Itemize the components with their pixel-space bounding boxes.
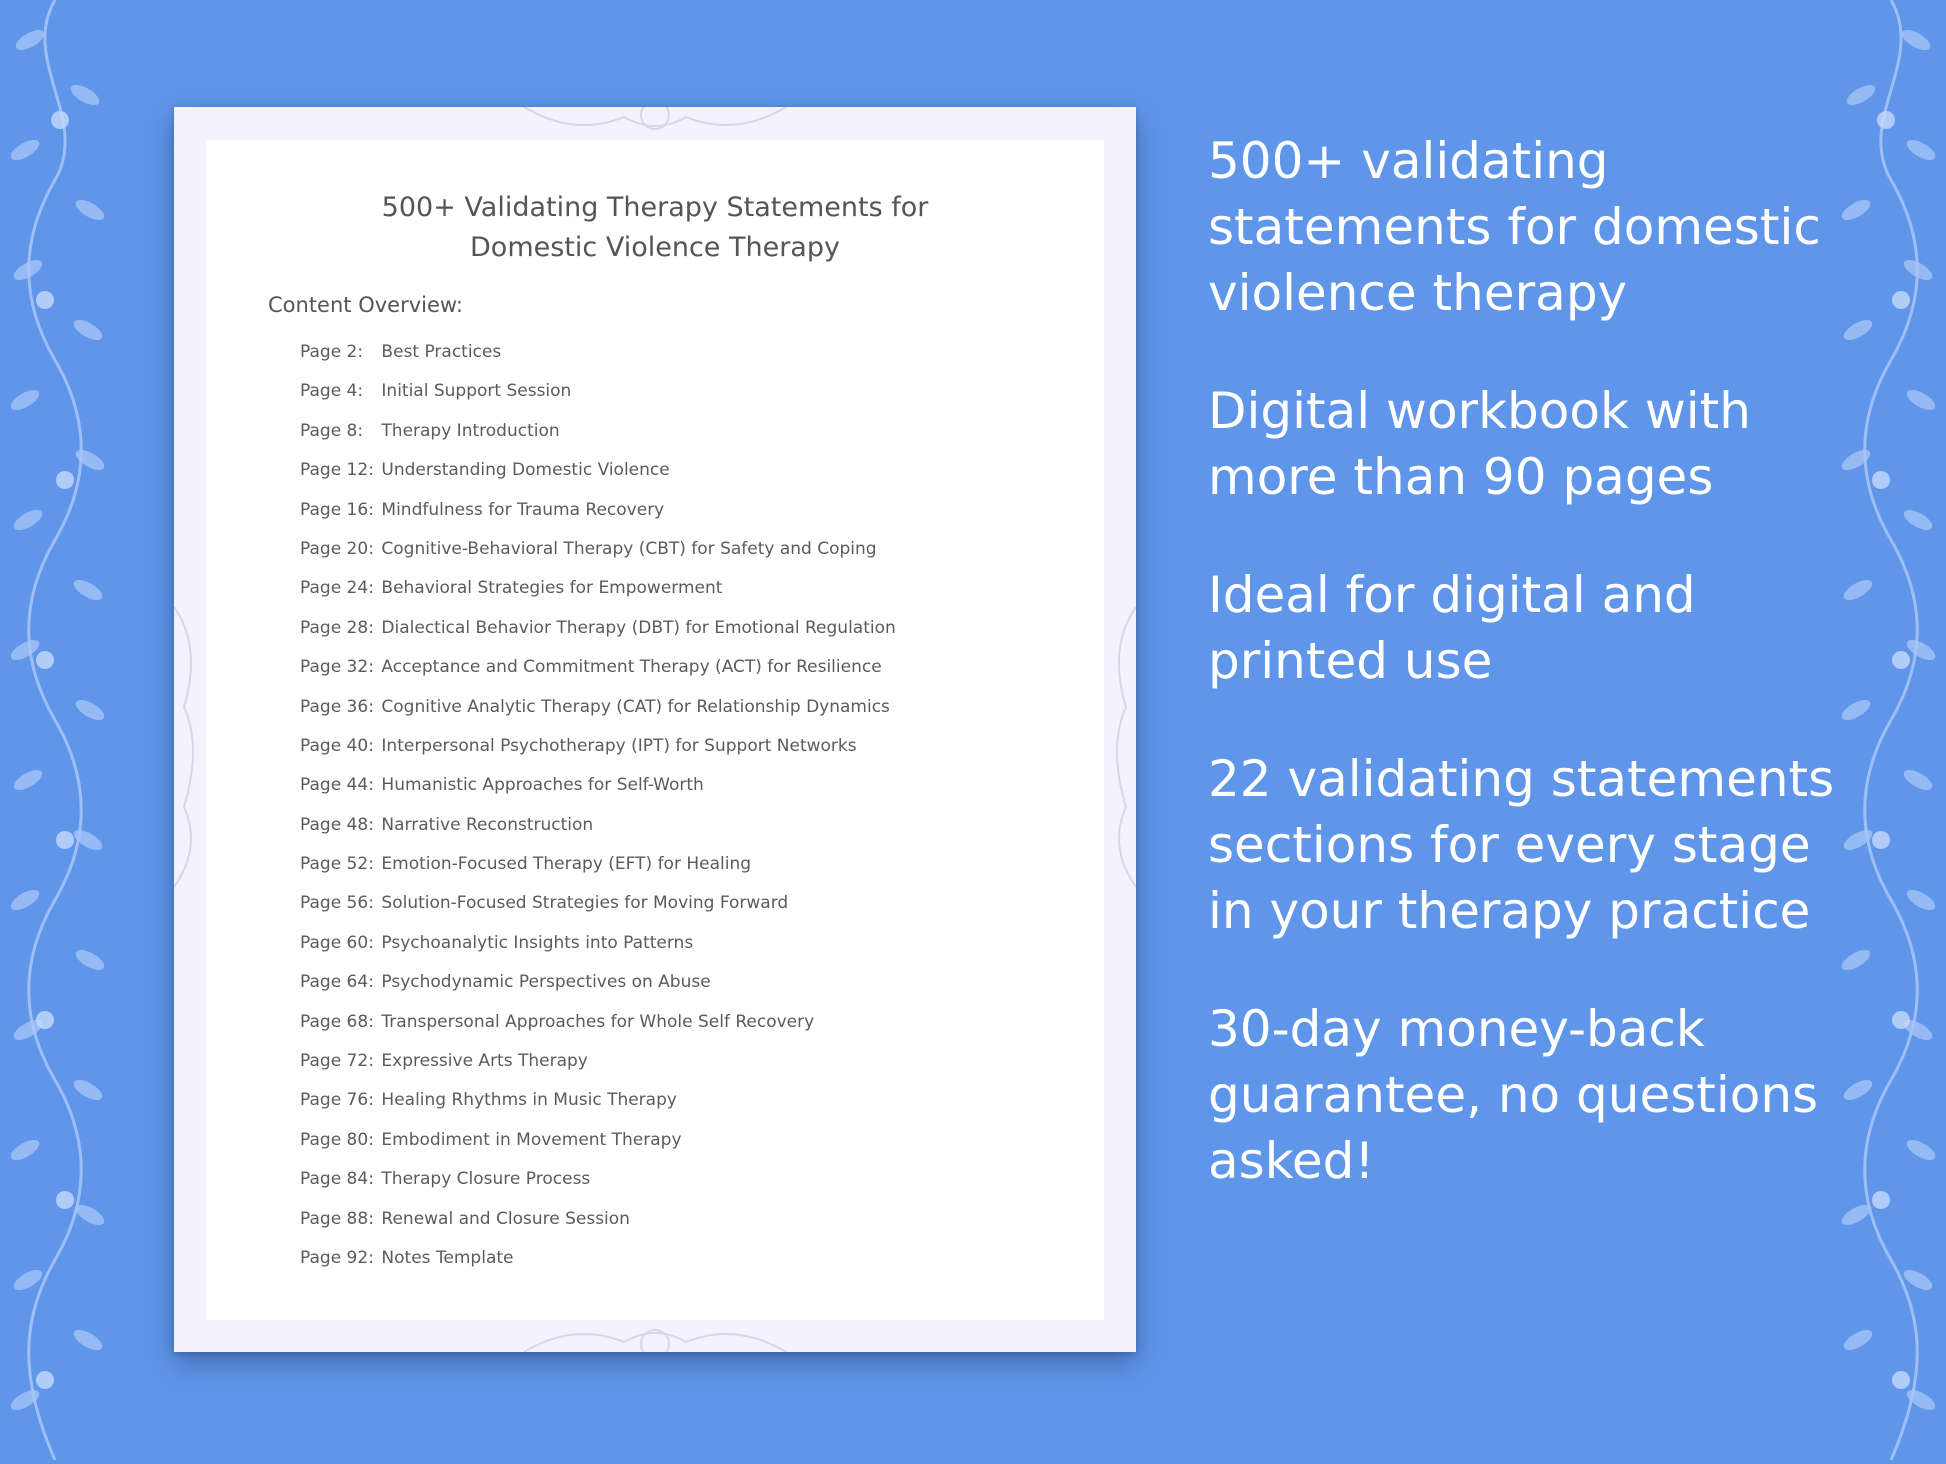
toc-page: Page 80: xyxy=(300,1129,374,1150)
table-of-contents xyxy=(300,333,896,1278)
toc-item xyxy=(300,451,896,490)
toc-title: Behavioral Strategies for Empowerment xyxy=(381,578,723,599)
toc-page: Page 32: xyxy=(300,657,374,678)
document-title-line: Domestic Violence Therapy xyxy=(470,232,840,263)
toc-page: Page 92: xyxy=(300,1247,374,1268)
toc-item xyxy=(300,530,896,569)
toc-page: Page 20: xyxy=(300,538,374,559)
toc-page: Page 44: xyxy=(300,775,374,796)
toc-item xyxy=(300,569,896,608)
toc-title: Cognitive-Behavioral Therapy (CBT) for Safety and Coping xyxy=(381,538,877,559)
toc-title: Interpersonal Psychotherapy (IPT) for Support Networks xyxy=(381,735,857,756)
document-title-line: 500+ Validating Therapy Statements for xyxy=(381,192,929,223)
toc-item xyxy=(300,412,896,451)
toc-item xyxy=(300,806,896,845)
toc-title: Understanding Domestic Violence xyxy=(381,460,670,481)
toc-page: Page 68: xyxy=(300,1011,374,1032)
toc-title: Psychoanalytic Insights into Patterns xyxy=(381,932,694,953)
toc-page: Page 40: xyxy=(300,735,374,756)
toc-item xyxy=(300,648,896,687)
floral-vine-left xyxy=(0,0,135,1460)
toc-page: Page 76: xyxy=(300,1090,374,1111)
toc-title: Renewal and Closure Session xyxy=(381,1208,630,1229)
toc-item xyxy=(300,1003,896,1042)
toc-item xyxy=(300,727,896,766)
toc-page: Page 28: xyxy=(300,617,374,638)
toc-page: Page 72: xyxy=(300,1051,374,1072)
feature-item: 22 validating statements sections for every stage in your therapy practice xyxy=(1208,750,1835,940)
feature-item: 30-day money-back guarantee, no questions asked! xyxy=(1208,1000,1819,1190)
toc-title: Therapy Closure Process xyxy=(381,1169,591,1190)
toc-item xyxy=(300,1121,896,1160)
toc-item xyxy=(300,963,896,1002)
toc-item xyxy=(300,1200,896,1239)
toc-title: Solution-Focused Strategies for Moving Forward xyxy=(381,893,789,914)
toc-title: Transpersonal Approaches for Whole Self Recovery xyxy=(381,1011,815,1032)
document-title xyxy=(206,188,1104,268)
toc-item xyxy=(300,845,896,884)
toc-item xyxy=(300,1081,896,1120)
toc-item xyxy=(300,1160,896,1199)
toc-page: Page 4: xyxy=(300,381,364,402)
toc-item xyxy=(300,491,896,530)
toc-page: Page 16: xyxy=(300,499,374,520)
toc-page: Page 52: xyxy=(300,854,374,875)
feature-list xyxy=(1208,128,1848,1246)
toc-item xyxy=(300,609,896,648)
toc-item xyxy=(300,372,896,411)
toc-title: Expressive Arts Therapy xyxy=(381,1051,588,1072)
toc-title: Humanistic Approaches for Self-Worth xyxy=(381,775,704,796)
toc-title: Psychodynamic Perspectives on Abuse xyxy=(381,972,711,993)
toc-item xyxy=(300,1042,896,1081)
toc-title: Narrative Reconstruction xyxy=(381,814,594,835)
toc-item xyxy=(300,688,896,727)
toc-item xyxy=(300,924,896,963)
toc-title: Initial Support Session xyxy=(381,381,572,402)
toc-title: Mindfulness for Trauma Recovery xyxy=(381,499,665,520)
toc-title: Embodiment in Movement Therapy xyxy=(381,1129,682,1150)
toc-item xyxy=(300,333,896,372)
toc-page: Page 64: xyxy=(300,972,374,993)
toc-title: Emotion-Focused Therapy (EFT) for Healing xyxy=(381,854,752,875)
toc-title: Acceptance and Commitment Therapy (ACT) for Resilience xyxy=(381,657,882,678)
toc-title: Cognitive Analytic Therapy (CAT) for Relationship Dynamics xyxy=(381,696,890,717)
toc-item xyxy=(300,766,896,805)
toc-page: Page 8: xyxy=(300,420,364,441)
toc-page: Page 60: xyxy=(300,932,374,953)
feature-item: Digital workbook with more than 90 pages xyxy=(1208,382,1751,506)
feature-item: Ideal for digital and printed use xyxy=(1208,566,1696,690)
toc-page: Page 84: xyxy=(300,1169,374,1190)
toc-page: Page 12: xyxy=(300,460,374,481)
toc-page: Page 48: xyxy=(300,814,374,835)
toc-page: Page 24: xyxy=(300,578,374,599)
document-page xyxy=(206,140,1104,1320)
toc-page: Page 2: xyxy=(300,342,364,362)
toc-title: Notes Template xyxy=(381,1247,514,1268)
toc-title: Dialectical Behavior Therapy (DBT) for Emotional Regulation xyxy=(381,617,896,638)
toc-title: Therapy Introduction xyxy=(381,420,560,441)
toc-item xyxy=(300,1239,896,1278)
toc-page: Page 88: xyxy=(300,1208,374,1229)
toc-page: Page 56: xyxy=(300,893,374,914)
toc-item xyxy=(300,884,896,923)
toc-title: Best Practices xyxy=(381,342,502,362)
document-preview xyxy=(174,107,1136,1352)
content-overview-label: Content Overview: xyxy=(268,293,463,317)
floral-vine-left-graphic xyxy=(0,0,135,1460)
feature-item: 500+ validating statements for domestic violence therapy xyxy=(1208,132,1821,322)
toc-title: Healing Rhythms in Music Therapy xyxy=(381,1090,677,1111)
toc-page: Page 36: xyxy=(300,696,374,717)
